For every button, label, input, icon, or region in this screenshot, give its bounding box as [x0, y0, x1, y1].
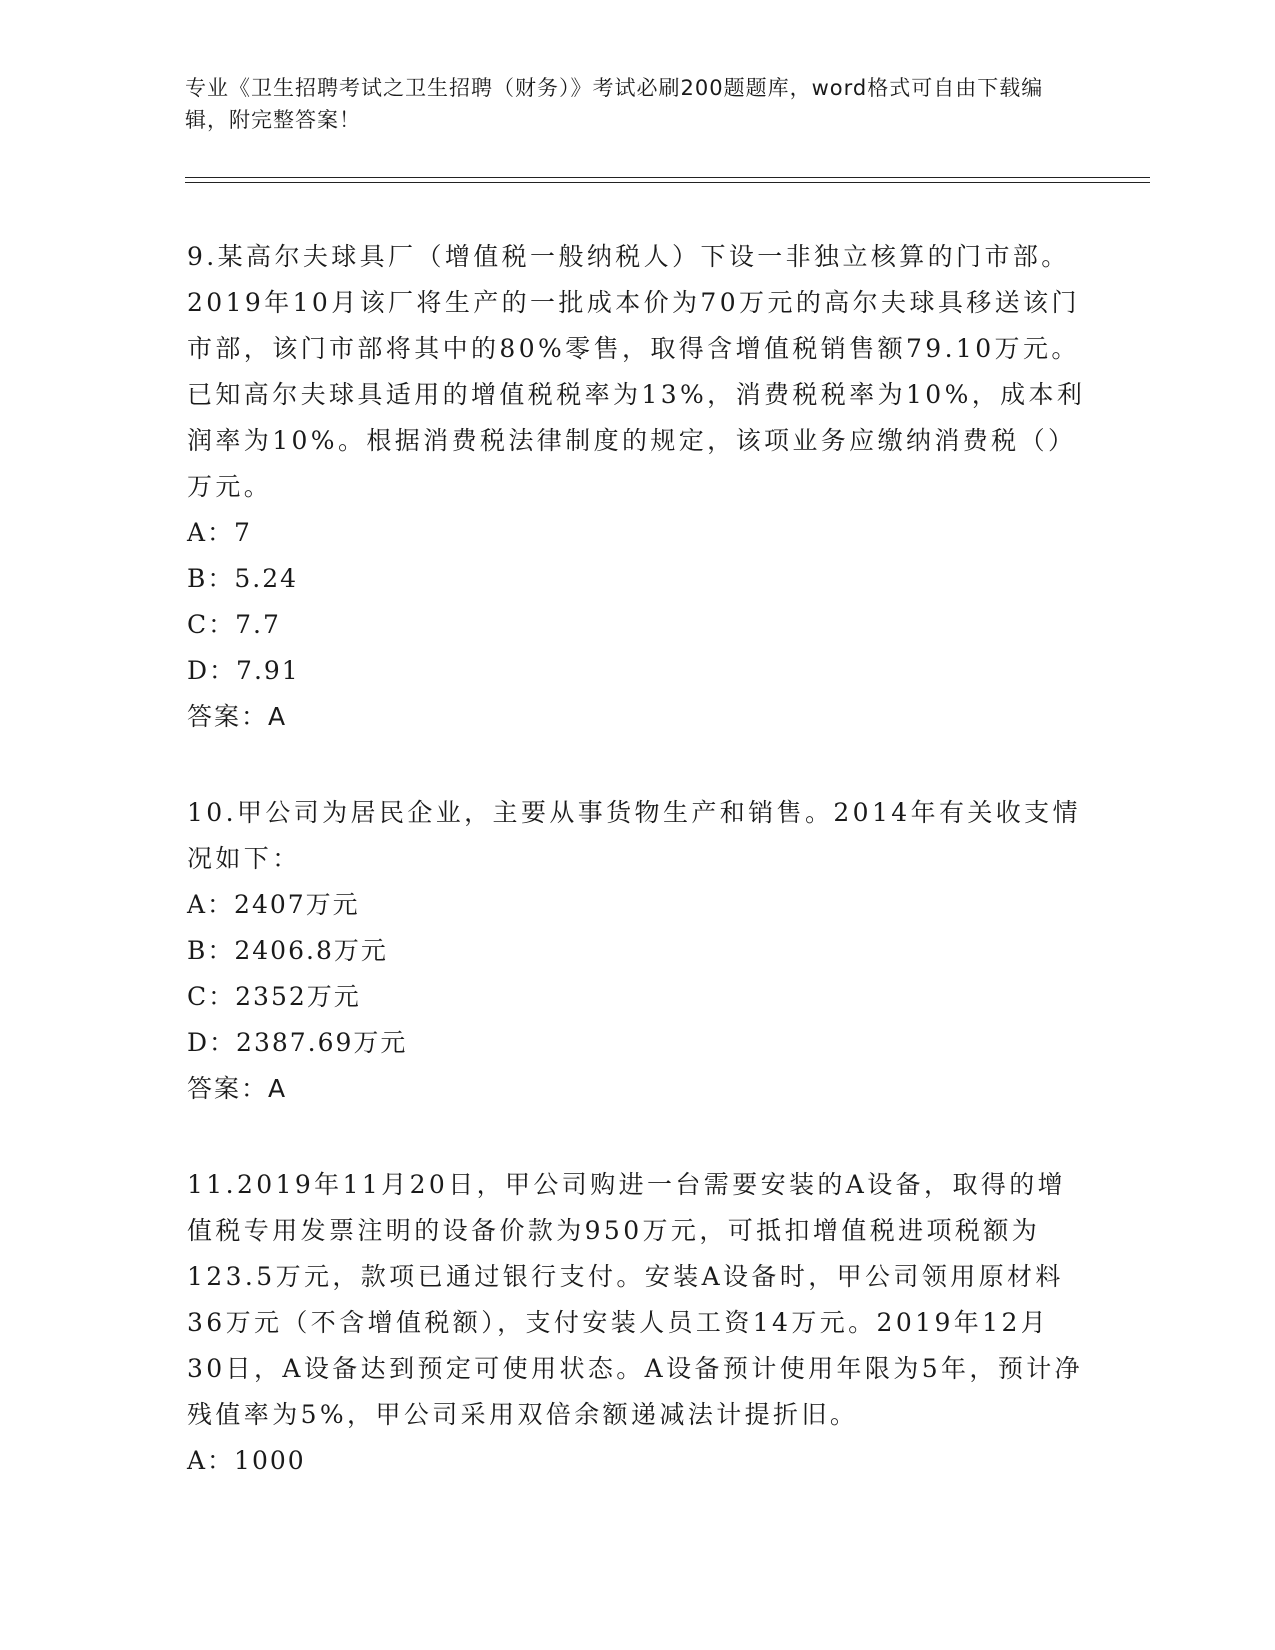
- option-d: D：2387.69万元: [187, 1028, 408, 1057]
- question-text: 10.甲公司为居民企业，主要从事货物生产和销售。2014年有关收支情况如下：: [187, 798, 1081, 873]
- question-10: [187, 790, 1087, 1112]
- question-list: [187, 234, 1087, 1534]
- header-rule-bottom: [185, 182, 1150, 183]
- document-header: [185, 72, 1065, 136]
- option-a: A：2407万元: [187, 890, 360, 919]
- option-c: C：7.7: [187, 610, 281, 639]
- question-text: 11.2019年11月20日，甲公司购进一台需要安装的A设备，取得的增值税专用发票注明的设备价款为950万元，可抵扣增值税进项税额为123.5万元，款项已通过银行支付。安装A设备时，甲公司领用原材料36万元（不含增值税额），支付安装人员工资14万元。2019年12月30日，A设备达到预定可使用状态。A设备预计使用年限为5年，预计净残值率为5%，甲公司采用双倍余额递减法计提折旧。: [187, 1170, 1084, 1429]
- question-text: 9.某高尔夫球具厂（增值税一般纳税人）下设一非独立核算的门市部。2019年10月该厂将生产的一批成本价为70万元的高尔夫球具移送该门市部，该门市部将其中的80%零售，取得含增值税销售额79.10万元。已知高尔夫球具适用的增值税税率为13%，消费税税率为10%，成本利润率为10%。根据消费税法律制度的规定，该项业务应缴纳消费税（）万元。: [187, 242, 1086, 501]
- answer: 答案：A: [187, 1074, 288, 1103]
- question-11: [187, 1162, 1087, 1484]
- option-a: A：7: [187, 518, 252, 547]
- option-b: B：5.24: [187, 564, 299, 593]
- header-rule-top: [185, 177, 1150, 178]
- option-d: D：7.91: [187, 656, 300, 685]
- question-9: [187, 234, 1087, 740]
- option-b: B：2406.8万元: [187, 936, 388, 965]
- answer: 答案：A: [187, 702, 288, 731]
- option-a: A：1000: [187, 1446, 306, 1475]
- option-c: C：2352万元: [187, 982, 361, 1011]
- header-title: 专业《卫生招聘考试之卫生招聘（财务）》考试必刷200题题库，word格式可自由下载编辑，附完整答案！: [185, 76, 1044, 132]
